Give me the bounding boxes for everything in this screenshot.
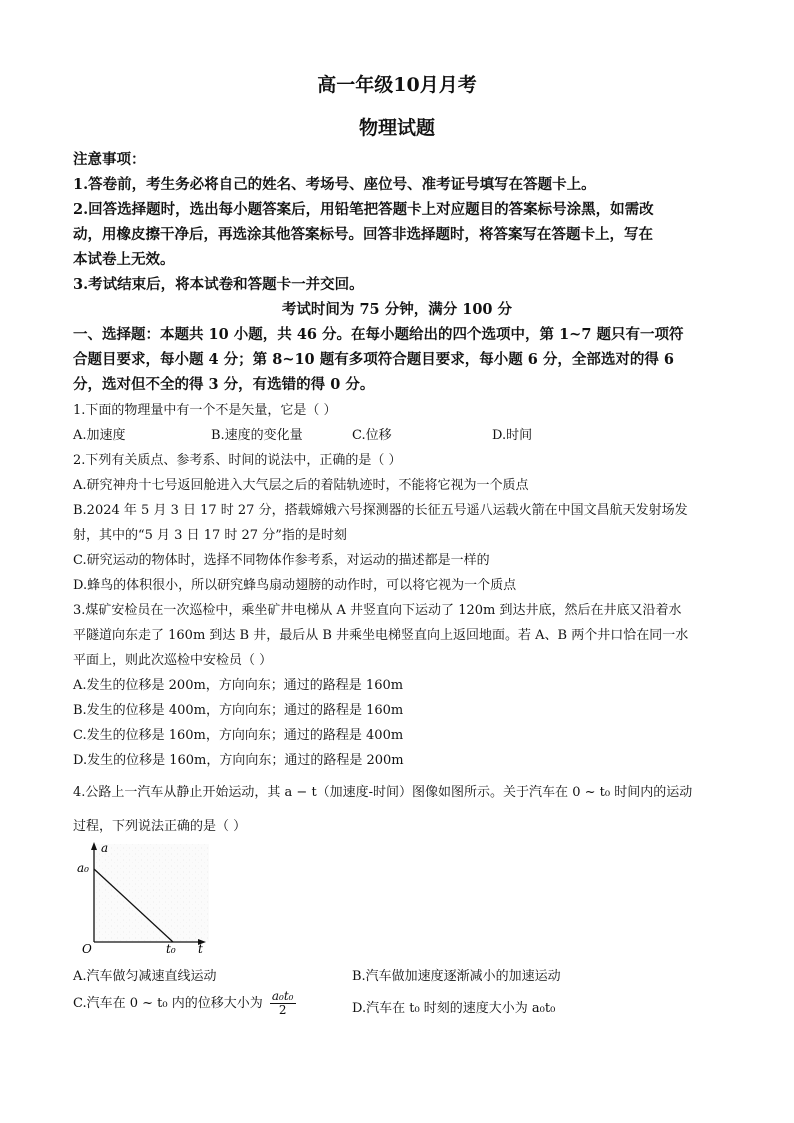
notice-line: 2.回答选择题时，选出每小题答案后，用铅笔把答题卡上对应题目的答案标号涂黑，如需改 — [73, 201, 654, 218]
q3-stem: 平隧道向东走了 160m 到达 B 井，最后从 B 井乘坐电梯竖直向上返回地面。若 A、B 两个井口恰在同一水 — [73, 628, 689, 643]
q4-option-a: A.汽车做匀减速直线运动 — [73, 969, 217, 984]
q1-option-c: C.位移 — [352, 428, 392, 443]
q3-option-d: D.发生的位移是 160m，方向向东；通过的路程是 200m — [73, 753, 404, 768]
notice-line: 3.考试结束后，将本试卷和答题卡一并交回。 — [73, 276, 364, 293]
x-axis-label: t — [198, 942, 203, 955]
fraction-numerator: a₀t₀ — [271, 989, 294, 1003]
notice-line: 1.答卷前，考生务必将自己的姓名、考场号、座位号、准考证号填写在答题卡上。 — [73, 176, 596, 193]
section-instruction: 分，选对但不全的得 3 分，有选错的得 0 分。 — [73, 376, 375, 393]
q3-stem: 3.煤矿安检员在一次巡检中，乘坐矿井电梯从 A 井竖直向下运动了 120m 到达井底，然后在井底又沿着水 — [73, 603, 682, 618]
q1-option-d: D.时间 — [492, 428, 533, 443]
page-title: 高一年级10月月考 — [317, 74, 477, 96]
q2-option-d: D.蜂鸟的体积很小，所以研究蜂鸟扇动翅膀的动作时，可以将它视为一个质点 — [73, 578, 517, 593]
notice-line: 本试卷上无效。 — [73, 251, 175, 268]
q3-option-a: A.发生的位移是 200m，方向向东；通过的路程是 160m — [73, 678, 404, 693]
q2-option-c: C.研究运动的物体时，选择不同物体作参考系，对运动的描述都是一样的 — [73, 553, 490, 568]
q2-option-a: A.研究神舟十七号返回舱进入大气层之后的着陆轨迹时，不能将它视为一个质点 — [73, 478, 529, 493]
q4-stem: 过程，下列说法正确的是（ ） — [73, 819, 247, 834]
q4-option-c-text: C.汽车在 0 ~ t₀ 内的位移大小为 — [73, 996, 263, 1011]
y-tick-label: a₀ — [77, 861, 89, 875]
q1-stem: 1.下面的物理量中有一个不是矢量，它是（ ） — [73, 403, 337, 418]
y-axis-label: a — [101, 841, 109, 855]
page-subtitle: 物理试题 — [358, 117, 435, 139]
q1-option-b: B.速度的变化量 — [211, 428, 303, 443]
q4-option-d: D.汽车在 t₀ 时刻的速度大小为 a₀t₀ — [352, 1001, 556, 1016]
exam-time: 考试时间为 75 分钟，满分 100 分 — [281, 301, 513, 318]
section-instruction: 一、选择题：本题共 10 小题，共 46 分。在每小题给出的四个选项中，第 1~7 题只有一项符 — [73, 326, 684, 343]
q3-stem: 平面上，则此次巡检中安检员（ ） — [73, 653, 273, 668]
a-t-graph — [74, 840, 214, 955]
q1-option-a: A.加速度 — [73, 428, 126, 443]
q3-option-b: B.发生的位移是 400m，方向向东；通过的路程是 160m — [73, 703, 404, 718]
q4-option-b: B.汽车做加速度逐渐减小的加速运动 — [352, 969, 561, 984]
section-instruction: 合题目要求，每小题 4 分；第 8~10 题有多项符合题目要求，每小题 6 分，全部选对的得 6 — [73, 351, 675, 368]
q2-stem: 2.下列有关质点、参考系、时间的说法中，正确的是（ ） — [73, 453, 402, 468]
notice-line: 动，用橡皮擦干净后，再选涂其他答案标号。回答非选择题时，将答案写在答题卡上，写在 — [73, 226, 653, 243]
origin-label: O — [82, 942, 92, 955]
q2-option-b-cont: 射，其中的“5 月 3 日 17 时 27 分”指的是时刻 — [73, 528, 347, 543]
fraction-denominator: 2 — [278, 1003, 287, 1017]
q4-stem: 4.公路上一汽车从静止开始运动，其 a − t（加速度-时间）图像如图所示。关于汽车在 0 ~ t₀ 时间内的运动 — [73, 785, 693, 800]
x-tick-label: t₀ — [166, 942, 176, 955]
notice-heading: 注意事项： — [73, 151, 146, 168]
q2-option-b: B.2024 年 5 月 3 日 17 时 27 分，搭载嫦娥六号探测器的长征五号遥八运载火箭在中国文昌航天发射场发 — [73, 503, 688, 518]
q4-option-c — [73, 990, 296, 1017]
graph-background — [94, 844, 209, 942]
q3-option-c: C.发生的位移是 160m，方向向东；通过的路程是 400m — [73, 728, 404, 743]
fraction — [270, 990, 296, 1017]
